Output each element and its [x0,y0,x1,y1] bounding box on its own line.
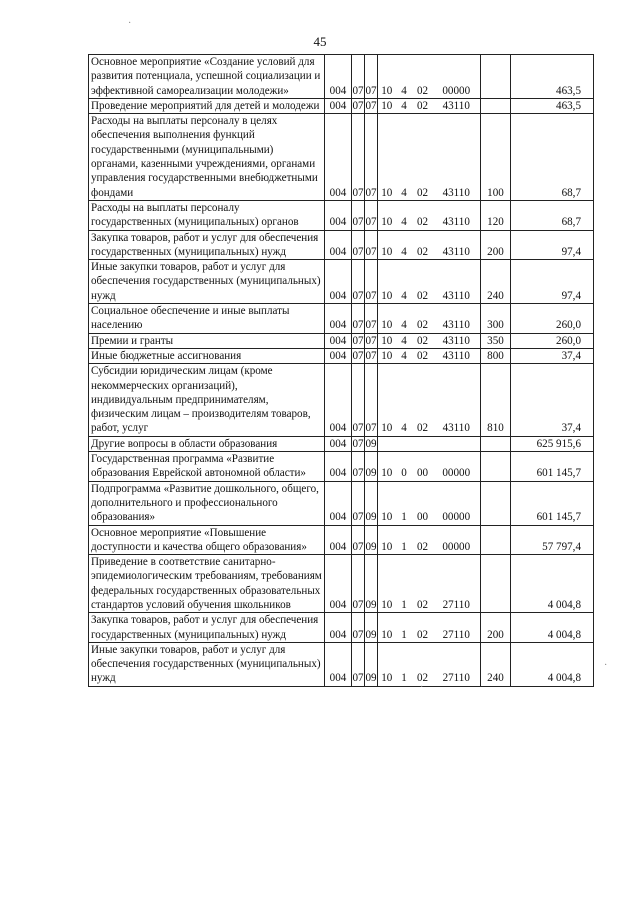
item-name-cell: Основное мероприятие «Повышение доступности и качества общего образования» [89,525,325,555]
ministry-code-cell: 004 [325,613,352,643]
expense-type-code-cell [481,55,511,99]
program-code-cell: 10 [378,260,396,304]
activity-code-cell: 02 [413,55,433,99]
subprogram-code-cell: 4 [396,348,413,363]
direction-code-cell: 43110 [433,200,481,230]
section-code-cell: 07 [352,230,365,260]
subsection-code-cell: 09 [365,452,378,482]
program-code-cell: 10 [378,364,396,436]
program-code-cell: 10 [378,555,396,613]
subprogram-code-cell: 4 [396,304,413,334]
subsection-code-cell: 09 [365,437,377,450]
direction-code-cell [433,436,481,451]
expense-type-code-cell [481,481,511,525]
subprogram-code-cell: 4 [396,364,413,436]
ministry-code-cell: 004 [325,200,352,230]
expense-type-code-cell: 100 [481,114,511,201]
section-code-cell: 07 [352,481,365,525]
section-code-cell: 07 [352,304,365,334]
section-code-cell: 07 [352,260,365,304]
section-code-cell: 07 [352,642,365,686]
subprogram-code-cell: 1 [396,481,413,525]
expense-type-code-cell: 240 [481,642,511,686]
subsection-code-cell: 09 [365,642,378,686]
program-code-cell: 10 [378,55,396,99]
program-code-cell: 10 [378,452,396,482]
item-name-cell: Другие вопросы в области образования [89,436,325,451]
activity-code-cell: 02 [413,230,433,260]
amount-cell: 601 145,7 [511,452,594,482]
table-row [89,642,594,686]
page-number: 45 [313,34,327,49]
direction-code-cell: 27110 [433,642,481,686]
amount-cell: 4 004,8 [511,613,594,643]
ministry-code-cell: 004 [325,114,352,201]
activity-code-cell: 02 [413,348,433,363]
direction-code-cell: 00000 [433,55,481,99]
section-code-cell: 07 [352,364,365,436]
ministry-code-cell: 004 [325,333,352,348]
amount-cell: 68,7 [511,114,594,201]
section-code-cell: 07 [352,349,364,362]
program-code-cell: 10 [378,333,396,348]
table-row [89,200,594,230]
subsection-code-cell: 07 [365,55,378,99]
ministry-code-cell: 004 [325,348,352,363]
direction-code-cell: 00000 [433,481,481,525]
table-row [89,481,594,525]
subsection-code-cell: 07 [365,260,378,304]
subsection-code-cell: 07 [365,99,377,112]
ministry-code-cell: 004 [325,525,352,555]
subsection-code-cell: 09 [365,555,378,613]
section-code-cell: 07 [352,452,365,482]
subsection-code-cell: 09 [365,613,378,643]
section-code-cell: 07 [352,555,365,613]
program-code-cell: 10 [378,642,396,686]
section-code-cell: 07 [352,437,364,450]
subsection-code-cell: 07 [365,304,378,334]
expense-type-code-cell: 300 [481,304,511,334]
expense-type-code-cell [481,98,511,113]
section-code-cell: 07 [352,55,365,99]
ministry-code-cell: 004 [325,260,352,304]
expense-type-code-cell: 350 [481,333,511,348]
expense-type-code-cell [481,452,511,482]
item-name-cell: Иные закупки товаров, работ и услуг для обеспечения государственных (муниципальных) нужд [89,260,325,304]
item-name-cell: Закупка товаров, работ и услуг для обеспечения государственных (муниципальных) нужд [89,613,325,643]
ministry-code-cell: 004 [325,555,352,613]
direction-code-cell: 43110 [433,230,481,260]
item-name-cell: Иные бюджетные ассигнования [89,348,325,363]
expense-type-code-cell [481,555,511,613]
table-row [89,55,594,99]
subprogram-code-cell: 1 [396,525,413,555]
subprogram-code-cell: 4 [396,114,413,201]
expense-type-code-cell: 240 [481,260,511,304]
activity-code-cell: 02 [413,333,433,348]
expense-type-code-cell: 200 [481,613,511,643]
direction-code-cell: 43110 [433,260,481,304]
activity-code-cell: 02 [413,304,433,334]
direction-code-cell: 27110 [433,613,481,643]
program-code-cell: 10 [378,114,396,201]
table-row [89,452,594,482]
amount-cell: 625 915,6 [511,436,594,451]
item-name-cell: Подпрограмма «Развитие дошкольного, общего, дополнительного и профессионального образования» [89,481,325,525]
item-name-cell: Субсидии юридическим лицам (кроме некоммерческих организаций), индивидуальным предпринимателям, физическим лицам – производителям товаров, работ, услуг [89,364,325,436]
scan-dot: · [420,682,424,693]
direction-code-cell: 43110 [433,304,481,334]
scan-dot: · [128,18,132,29]
ministry-code-cell: 004 [325,436,352,451]
program-code-cell: 10 [378,481,396,525]
direction-code-cell: 43110 [433,364,481,436]
direction-code-cell: 43110 [433,348,481,363]
program-code-cell: 10 [378,200,396,230]
amount-cell: 463,5 [511,98,594,113]
subsection-code-cell: 09 [365,481,378,525]
section-code-cell: 07 [352,525,365,555]
item-name-cell: Приведение в соответствие санитарно-эпидемиологическим требованиям, требованиям федеральных государственных образовательных стандартов условий обучения школьников [89,555,325,613]
subprogram-code-cell: 4 [396,333,413,348]
budget-table [88,54,594,687]
amount-cell: 68,7 [511,200,594,230]
activity-code-cell: 02 [413,525,433,555]
expense-type-code-cell: 800 [481,348,511,363]
subprogram-code-cell: 0 [396,452,413,482]
amount-cell: 97,4 [511,260,594,304]
amount-cell: 260,0 [511,304,594,334]
subsection-code-cell: 09 [365,525,378,555]
section-code-cell: 07 [352,114,365,201]
program-code-cell: 10 [378,525,396,555]
item-name-cell: Основное мероприятие «Создание условий для развития потенциала, успешной социализации и эффективной самореализации молодежи» [89,55,325,99]
section-code-cell: 07 [352,200,365,230]
amount-cell: 37,4 [511,364,594,436]
subprogram-code-cell: 1 [396,642,413,686]
section-code-cell: 07 [352,334,364,347]
subprogram-code-cell: 4 [396,230,413,260]
activity-code-cell: 02 [413,642,433,686]
table-row [89,260,594,304]
amount-cell: 97,4 [511,230,594,260]
subprogram-code-cell: 4 [396,200,413,230]
subsection-code-cell: 07 [365,334,377,347]
activity-code-cell: 02 [413,364,433,436]
activity-code-cell: 00 [413,452,433,482]
table-row [89,304,594,334]
item-name-cell: Закупка товаров, работ и услуг для обеспечения государственных (муниципальных) нужд [89,230,325,260]
item-name-cell: Расходы на выплаты персоналу в целях обеспечения выполнения функций государственными (муниципальными) органами, казенными учреждениями, органами управления государственными внебюджетными фондами [89,114,325,201]
direction-code-cell: 43110 [433,114,481,201]
subprogram-code-cell: 4 [396,55,413,99]
table-row [89,230,594,260]
ministry-code-cell: 004 [325,452,352,482]
activity-code-cell: 02 [413,98,433,113]
scan-dot: · [604,660,608,671]
table-row [89,555,594,613]
section-code-cell: 07 [352,613,365,643]
subsection-code-cell: 07 [365,364,378,436]
expense-type-code-cell: 200 [481,230,511,260]
program-code-cell: 10 [378,304,396,334]
program-code-cell [378,436,396,451]
expense-type-code-cell [481,525,511,555]
activity-code-cell: 00 [413,481,433,525]
table-row [89,436,594,451]
activity-code-cell: 02 [413,114,433,201]
table-body [89,55,594,687]
activity-code-cell: 02 [413,260,433,304]
item-name-cell: Иные закупки товаров, работ и услуг для обеспечения государственных (муниципальных) нужд [89,642,325,686]
subsection-code-cell: 07 [365,349,377,362]
ministry-code-cell: 004 [325,230,352,260]
amount-cell: 260,0 [511,333,594,348]
program-code-cell: 10 [378,613,396,643]
ministry-code-cell: 004 [325,642,352,686]
table-row [89,98,594,113]
table-row [89,525,594,555]
activity-code-cell: 02 [413,200,433,230]
ministry-code-cell: 004 [325,98,352,113]
subprogram-code-cell: 1 [396,613,413,643]
ministry-code-cell: 004 [325,55,352,99]
table-row [89,114,594,201]
activity-code-cell: 02 [413,613,433,643]
table-row [89,348,594,363]
activity-code-cell [413,436,433,451]
expense-type-code-cell: 120 [481,200,511,230]
expense-type-code-cell [481,436,511,451]
item-name-cell: Проведение мероприятий для детей и молодежи [89,98,325,113]
direction-code-cell: 00000 [433,525,481,555]
section-code-cell: 07 [352,99,364,112]
program-code-cell: 10 [378,348,396,363]
item-name-cell: Государственная программа «Развитие образования Еврейской автономной области» [89,452,325,482]
table-row [89,333,594,348]
direction-code-cell: 43110 [433,98,481,113]
subprogram-code-cell: 4 [396,260,413,304]
ministry-code-cell: 004 [325,364,352,436]
item-name-cell: Расходы на выплаты персоналу государственных (муниципальных) органов [89,200,325,230]
program-code-cell: 10 [378,98,396,113]
expense-type-code-cell: 810 [481,364,511,436]
subprogram-code-cell [396,436,413,451]
activity-code-cell: 02 [413,555,433,613]
amount-cell: 57 797,4 [511,525,594,555]
item-name-cell: Премии и гранты [89,333,325,348]
amount-cell: 463,5 [511,55,594,99]
table-row [89,364,594,436]
amount-cell: 37,4 [511,348,594,363]
subprogram-code-cell: 1 [396,555,413,613]
ministry-code-cell: 004 [325,481,352,525]
direction-code-cell: 43110 [433,333,481,348]
subsection-code-cell: 07 [365,200,378,230]
subprogram-code-cell: 4 [396,98,413,113]
item-name-cell: Социальное обеспечение и иные выплаты населению [89,304,325,334]
direction-code-cell: 00000 [433,452,481,482]
amount-cell: 4 004,8 [511,642,594,686]
amount-cell: 601 145,7 [511,481,594,525]
direction-code-cell: 27110 [433,555,481,613]
subsection-code-cell: 07 [365,230,378,260]
ministry-code-cell: 004 [325,304,352,334]
table-row [89,613,594,643]
subsection-code-cell: 07 [365,114,378,201]
amount-cell: 4 004,8 [511,555,594,613]
program-code-cell: 10 [378,230,396,260]
